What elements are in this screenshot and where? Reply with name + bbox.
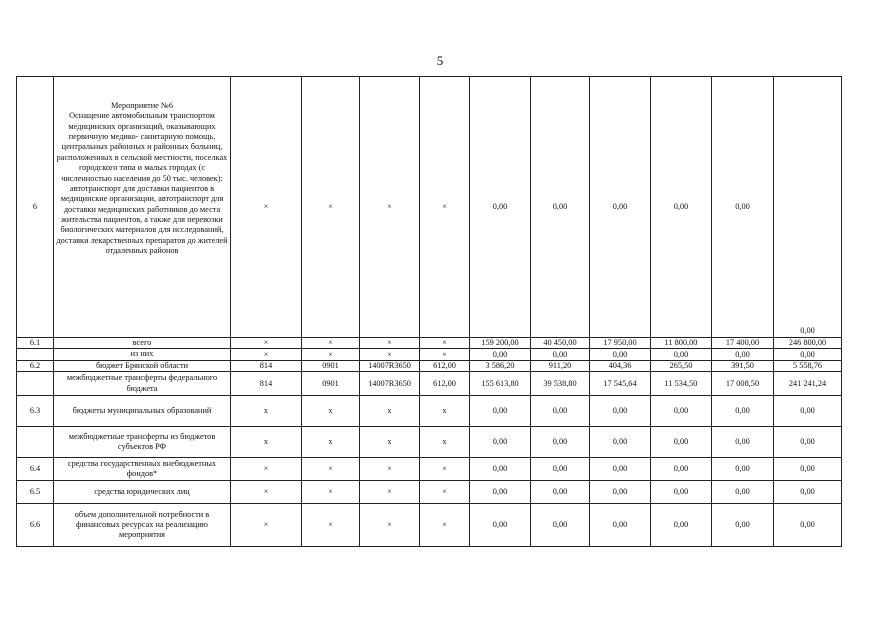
row-value: 17 950,00: [590, 338, 651, 349]
row-code: ×: [420, 481, 470, 504]
row-code: ×: [420, 349, 470, 360]
measure-description: Оснащение автомобильным транспортом медицинских организаций, оказывающих первичную медико- санитарную помощь, центральных районных и районных больниц, расположенных в сельской местности, поселках городского типа и малых городах (с численностью населения до 50 тыс. человек): автотранспорт для доставки пациентов в медицинские организации, автотранспорт для доставки медицинских работников до места жительства пациентов, а также для перевозки биологических материалов для исследований, доставки лекарственных препаратов до жителей отдаленных районов: [56, 111, 228, 256]
row-number: 6.3: [17, 396, 54, 427]
measure-description-cell: [54, 77, 231, 338]
row-code: 0901: [302, 360, 360, 371]
row-value: 0,00: [774, 427, 842, 458]
row-value: 0,00: [590, 481, 651, 504]
row-code: ×: [420, 458, 470, 481]
row-value: 40 450,00: [531, 338, 590, 349]
row-value: 0,00: [774, 458, 842, 481]
row-code: ×: [420, 504, 470, 547]
measure-code-4: ×: [420, 77, 470, 338]
row-value: 0,00: [590, 458, 651, 481]
row-value: 0,00: [712, 458, 774, 481]
row-code: 612,00: [420, 372, 470, 396]
row-code: x: [302, 427, 360, 458]
row-code: x: [360, 427, 420, 458]
measure-value-4: 0,00: [651, 77, 712, 338]
row-value: 241 241,24: [774, 372, 842, 396]
row-value: 0,00: [651, 481, 712, 504]
row-code: 814: [231, 360, 302, 371]
measure-code-1: ×: [231, 77, 302, 338]
row-code: x: [420, 396, 470, 427]
row-value: 17 400,00: [712, 338, 774, 349]
row-value: 391,50: [712, 360, 774, 371]
row-value: 0,00: [470, 504, 531, 547]
row-value: 0,00: [712, 396, 774, 427]
row-value: 0,00: [651, 396, 712, 427]
row-number: 6.4: [17, 458, 54, 481]
measure-row: [17, 77, 842, 338]
row-code: x: [231, 396, 302, 427]
row-number: 6.5: [17, 481, 54, 504]
row-number: [17, 349, 54, 360]
measure-title: Мероприятие №6: [111, 101, 173, 110]
row-value: 0,00: [470, 427, 531, 458]
row-label: межбюджетные трансферты из бюджетов субъектов РФ: [54, 427, 231, 458]
row-value: 911,20: [531, 360, 590, 371]
row-code: x: [360, 396, 420, 427]
row-value: 0,00: [712, 504, 774, 547]
row-code: ×: [360, 481, 420, 504]
row-value: 246 800,00: [774, 338, 842, 349]
row-value: 11 534,50: [651, 372, 712, 396]
row-value: 0,00: [531, 349, 590, 360]
row-code: ×: [231, 338, 302, 349]
row-label: объем дополнительной потребности в финансовых ресурсах на реализацию мероприятия: [54, 504, 231, 547]
table-row: [17, 427, 842, 458]
row-value: 0,00: [531, 427, 590, 458]
page-number: 5: [436, 53, 444, 68]
row-code: ×: [302, 481, 360, 504]
row-value: 5 558,76: [774, 360, 842, 371]
row-code: x: [302, 396, 360, 427]
row-number: [17, 427, 54, 458]
row-value: 0,00: [774, 481, 842, 504]
row-value: 11 800,00: [651, 338, 712, 349]
table-row: [17, 458, 842, 481]
row-value: 0,00: [531, 458, 590, 481]
row-value: 0,00: [774, 504, 842, 547]
measure-value-2: 0,00: [531, 77, 590, 338]
table-row: [17, 349, 842, 360]
row-value: 3 586,20: [470, 360, 531, 371]
row-code: ×: [360, 458, 420, 481]
row-number: 6.2: [17, 360, 54, 371]
measure-number: 6: [17, 77, 54, 338]
row-code: ×: [360, 504, 420, 547]
row-value: 0,00: [590, 504, 651, 547]
row-code: ×: [231, 349, 302, 360]
row-value: 155 613,80: [470, 372, 531, 396]
row-value: 159 200,00: [470, 338, 531, 349]
measure-value-3: 0,00: [590, 77, 651, 338]
row-value: 0,00: [774, 349, 842, 360]
row-value: 0,00: [470, 481, 531, 504]
row-code: 14007R3650: [360, 360, 420, 371]
row-code: 612,00: [420, 360, 470, 371]
row-value: 17 008,50: [712, 372, 774, 396]
row-value: 0,00: [774, 396, 842, 427]
row-value: 0,00: [651, 427, 712, 458]
measure-code-2: ×: [302, 77, 360, 338]
row-label: средства государственных внебюджетных фондов*: [54, 458, 231, 481]
measure-value-1: 0,00: [470, 77, 531, 338]
row-code: ×: [420, 338, 470, 349]
row-code: ×: [231, 458, 302, 481]
row-code: ×: [231, 481, 302, 504]
measure-code-3: ×: [360, 77, 420, 338]
row-code: ×: [302, 504, 360, 547]
row-label: из них: [54, 349, 231, 360]
row-value: 0,00: [712, 349, 774, 360]
row-code: 814: [231, 372, 302, 396]
measure-value-5: 0,00: [712, 77, 774, 338]
row-code: ×: [231, 504, 302, 547]
measure-total: 0,00: [774, 77, 842, 338]
table-row: [17, 372, 842, 396]
table-row: [17, 481, 842, 504]
table-row: [17, 360, 842, 371]
row-value: 0,00: [651, 504, 712, 547]
row-code: ×: [360, 349, 420, 360]
row-value: 17 545,64: [590, 372, 651, 396]
row-label: всего: [54, 338, 231, 349]
row-value: 0,00: [590, 349, 651, 360]
row-value: 265,50: [651, 360, 712, 371]
budget-table-body: [17, 77, 842, 547]
row-code: x: [231, 427, 302, 458]
row-code: 14007R3650: [360, 372, 420, 396]
row-value: 0,00: [531, 396, 590, 427]
row-value: 0,00: [712, 481, 774, 504]
row-number: [17, 372, 54, 396]
row-code: ×: [360, 338, 420, 349]
row-code: ×: [302, 349, 360, 360]
row-value: 0,00: [590, 396, 651, 427]
table-row: [17, 504, 842, 547]
budget-table: [16, 76, 842, 547]
row-number: 6.1: [17, 338, 54, 349]
row-code: ×: [302, 338, 360, 349]
row-value: 404,36: [590, 360, 651, 371]
row-label: бюджет Брянской области: [54, 360, 231, 371]
row-value: 0,00: [590, 427, 651, 458]
row-label: межбюджетные трансферты федерального бюджета: [54, 372, 231, 396]
row-code: x: [420, 427, 470, 458]
row-value: 39 538,80: [531, 372, 590, 396]
row-value: 0,00: [712, 427, 774, 458]
row-value: 0,00: [651, 458, 712, 481]
row-number: 6.6: [17, 504, 54, 547]
row-value: 0,00: [651, 349, 712, 360]
row-code: ×: [302, 458, 360, 481]
row-label: бюджеты муниципальных образований: [54, 396, 231, 427]
row-value: 0,00: [531, 481, 590, 504]
table-row: [17, 338, 842, 349]
row-code: 0901: [302, 372, 360, 396]
row-label: средства юридических лиц: [54, 481, 231, 504]
row-value: 0,00: [470, 458, 531, 481]
row-value: 0,00: [531, 504, 590, 547]
row-value: 0,00: [470, 349, 531, 360]
table-row: [17, 396, 842, 427]
row-value: 0,00: [470, 396, 531, 427]
